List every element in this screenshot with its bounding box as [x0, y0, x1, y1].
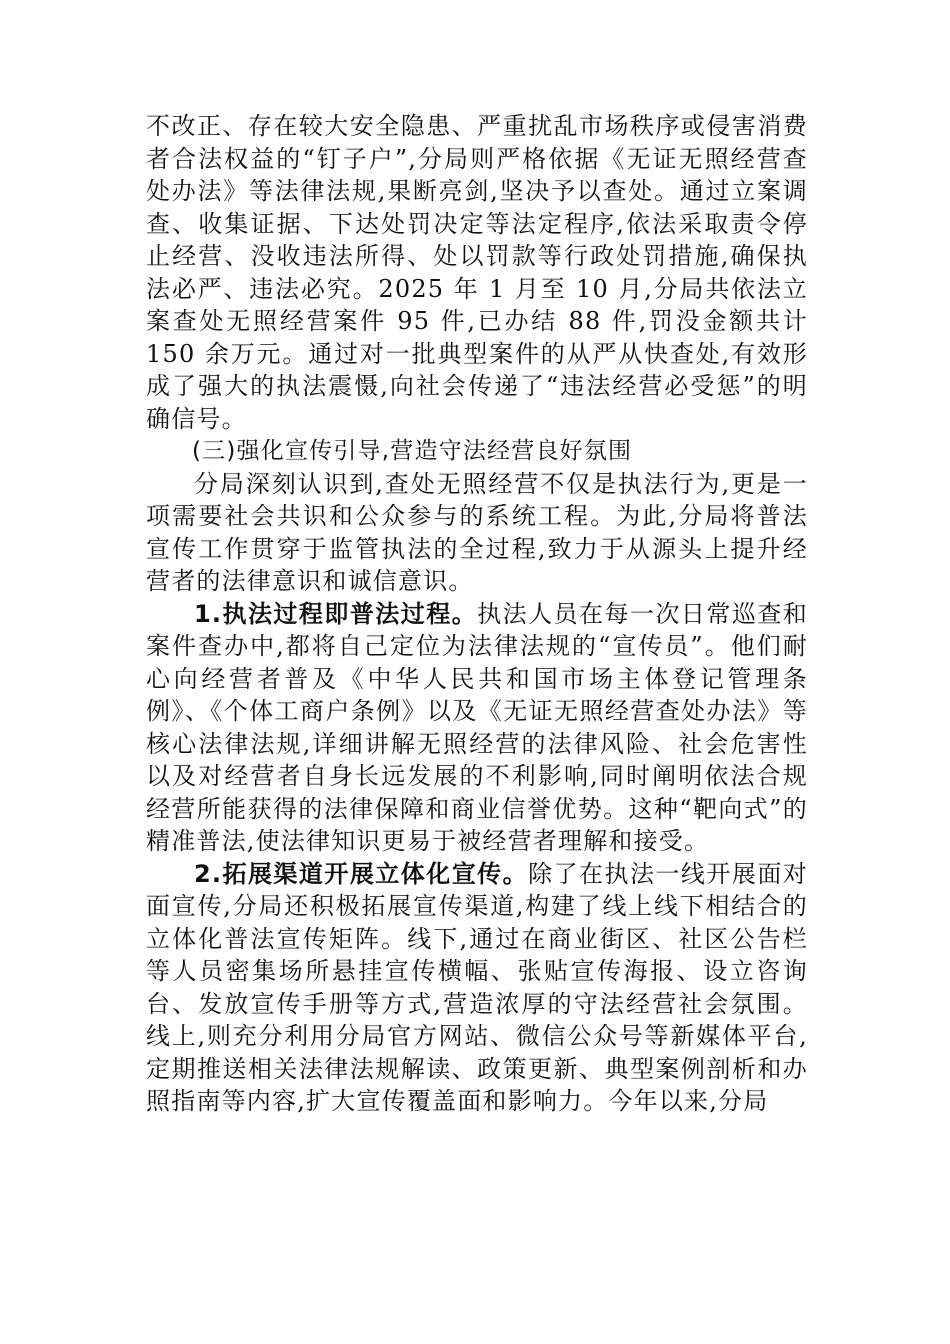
item-body-text: 执法人员在每一次日常巡查和案件查办中,都将自己定位为法律法规的“宣传员”。他们耐心向经营者普及《中华人民共和国市场主体登记管理条例》、《个体工商户条例》以及《无证无照经营查处办法》等核心法律法规,详细讲解无照经营的法律风险、社会危害性以及对经营者自身长远发展的不利影响,同时阐明依法合规经营所能获得的法律保障和商业信誉优势。这种“靶向式”的精准普法,使法律知识更易于被经营者理解和接受。 [146, 599, 808, 855]
paragraph-enforcement-cases: 不改正、存在较大安全隐患、严重扰乱市场秩序或侵害消费者合法权益的“钉子户”,分局则严格依据《无证无照经营查处办法》等法律法规,果断亮剑,坚决予以查处。通过立案调查、收集证据、下达处罚决定等法定程序,依法采取责令停止经营、没收违法所得、处以罚款等行政处罚措施,确保执法必严、违法必究。2025 年 1 月至 10 月,分局共依法立案查处无照经营案件 95 件,已办结 88 件,罚没金额共计 150 余万元。通过对一批典型案件的从严从快查处,有效形成了强大的执法震慑,向社会传递了“违法经营必受惩”的明确信号。 [146, 112, 808, 433]
section-heading-publicity: (三)强化宣传引导,营造守法经营良好氛围 [192, 438, 633, 464]
document-page [146, 110, 808, 1118]
list-item-enforcement-as-education [146, 598, 808, 858]
item-body-text: 除了在执法一线开展面对面宣传,分局还积极拓展宣传渠道,构建了线上线下相结合的立体化普法宣传矩阵。线下,通过在商业街区、社区公告栏等人员密集场所悬挂宣传横幅、张贴宣传海报、设立咨询台、发放宣传手册等方式,营造浓厚的守法经营社会氛围。线上,则充分利用分局官方网站、微信公众号等新媒体平台,定期推送相关法律法规解读、政策更新、典型案例剖析和办照指南等内容,扩大宣传覆盖面和影响力。今年以来,分局 [146, 859, 808, 1115]
item-lead-text: 2.拓展渠道开展立体化宣传。 [194, 859, 529, 888]
paragraph-publicity-intro: 分局深刻认识到,查处无照经营不仅是执法行为,更是一项需要社会共识和公众参与的系统工程。为此,分局将普法宣传工作贯穿于监管执法的全过程,致力于从源头上提升经营者的法律意识和诚信意识。 [146, 469, 808, 595]
list-item-multichannel-publicity [146, 858, 808, 1118]
item-lead-text: 1.执法过程即普法过程。 [194, 599, 478, 628]
